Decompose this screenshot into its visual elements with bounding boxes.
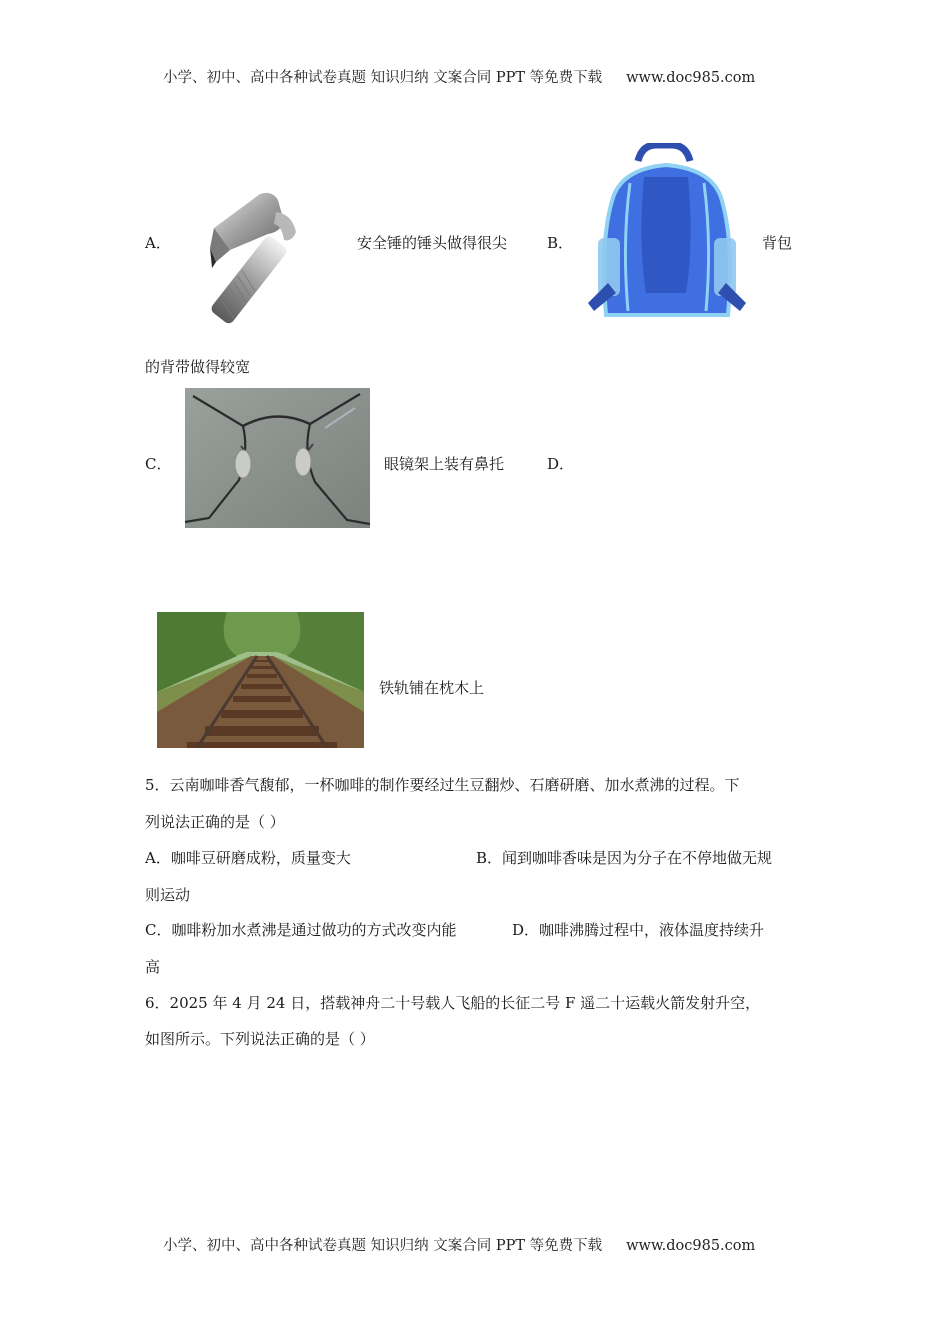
q5-option-d-cont: 高 <box>145 958 161 976</box>
page-footer <box>163 1236 755 1256</box>
option-b-text: 背包 <box>762 234 793 252</box>
q5-option-b-cont: 则运动 <box>145 886 191 904</box>
safety-hammer-image <box>200 188 343 326</box>
footer-text: 小学、初中、高中各种试卷真题 知识归纳 文案合同 PPT 等免费下载 <box>163 1238 603 1254</box>
option-c-text: 眼镜架上装有鼻托 <box>384 455 505 473</box>
page-header <box>163 68 755 88</box>
q5-option-d: D．咖啡沸腾过程中，液体温度持续升 <box>512 921 765 939</box>
q5-option-b: B．闻到咖啡香味是因为分子在不停地做无规 <box>476 849 773 867</box>
option-d-text: 铁轨铺在枕木上 <box>379 679 485 697</box>
option-b-text-cont: 的背带做得较宽 <box>145 358 251 376</box>
eyeglasses-image <box>185 388 370 528</box>
header-site: www.doc985.com <box>626 70 756 86</box>
option-d-label: D． <box>547 455 575 473</box>
q5-option-c: C．咖啡粉加水煮沸是通过做功的方式改变内能 <box>145 921 457 939</box>
footer-site: www.doc985.com <box>626 1238 756 1254</box>
header-text: 小学、初中、高中各种试卷真题 知识归纳 文案合同 PPT 等免费下载 <box>163 70 603 86</box>
option-a-label: A． <box>145 234 171 252</box>
q5-stem-line2: 列说法正确的是（ ） <box>145 813 285 831</box>
q6-stem-line1: 6．2025 年 4 月 24 日，搭载神舟二十号载人飞船的长征二号 F 遥二十运载火箭发射升空， <box>145 994 761 1012</box>
railway-track-image <box>157 612 364 748</box>
q5-stem-line1: 5．云南咖啡香气馥郁，一杯咖啡的制作要经过生豆翻炒、石磨研磨、加水煮沸的过程。下 <box>145 776 740 794</box>
q5-option-a: A．咖啡豆研磨成粉，质量变大 <box>145 849 351 867</box>
option-a-text: 安全锤的锤头做得很尖 <box>357 234 508 252</box>
option-c-label: C． <box>145 455 172 473</box>
backpack-image <box>586 143 748 325</box>
option-b-label: B． <box>547 234 574 252</box>
q6-stem-line2: 如图所示。下列说法正确的是（ ） <box>145 1030 375 1048</box>
